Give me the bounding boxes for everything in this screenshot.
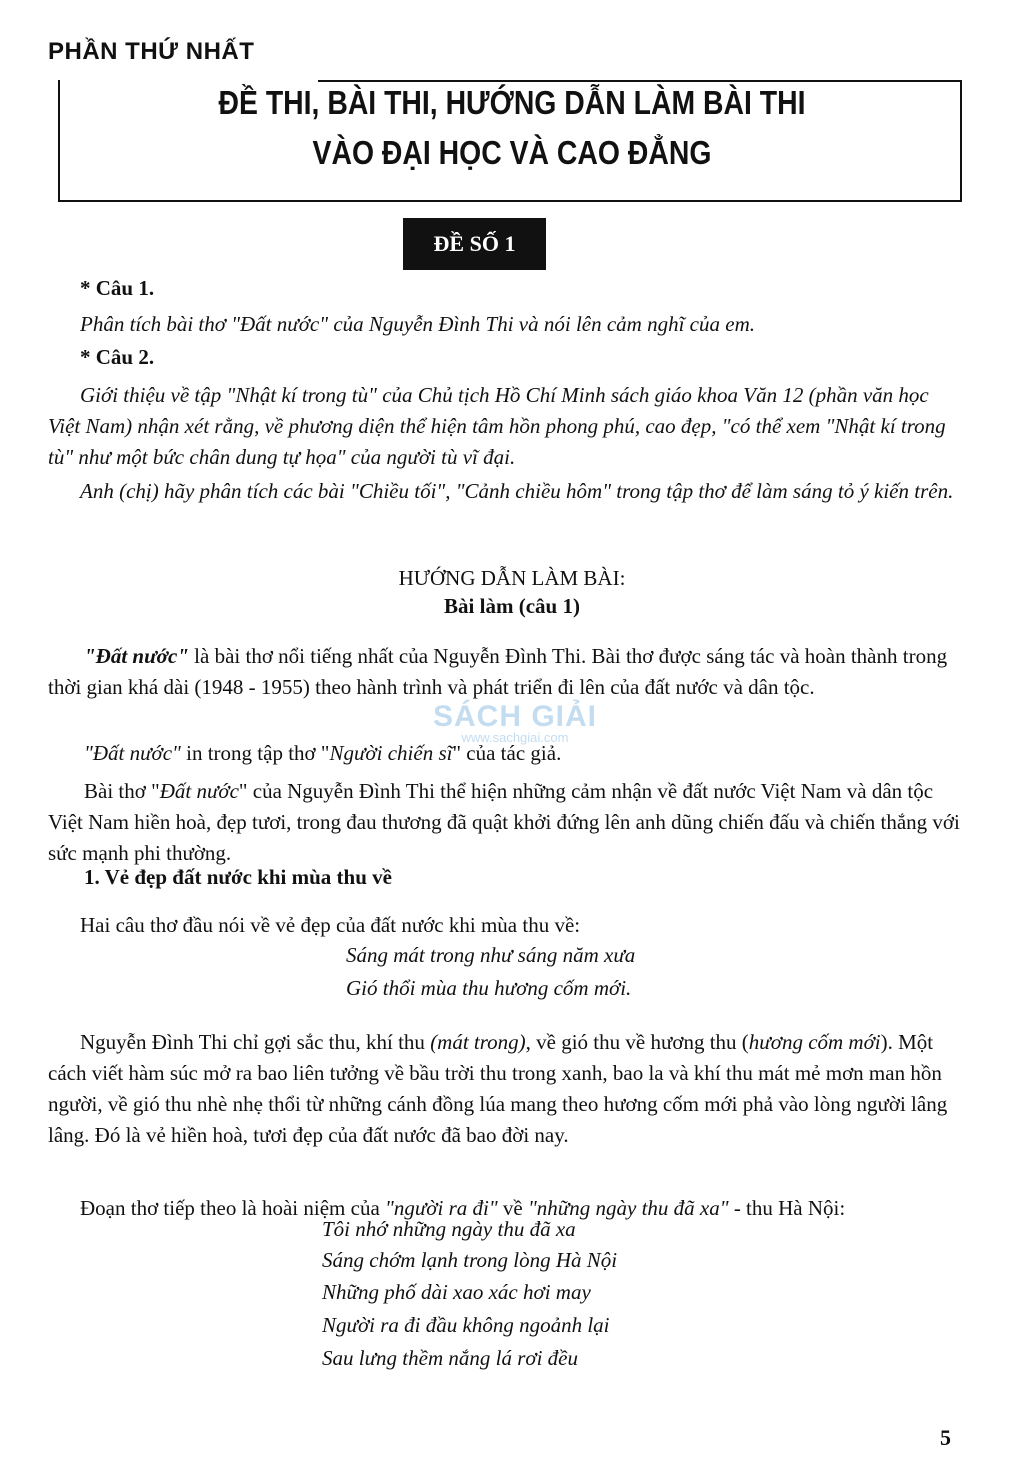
question-2-text-2: Anh (chị) hãy phân tích các bài "Chiều tối", "Cảnh chiều hôm" trong tập thơ để làm sáng tỏ ý kiến trên. [80, 479, 954, 503]
paragraph-1-text: là bài thơ nổi tiếng nhất của Nguyễn Đình Thi. Bài thơ được sáng tác và hoàn thành trong thời gian khá dài (1948 - 1955) theo hành trình và phát triển đi lên của đất nước và dân tộc. [48, 644, 948, 699]
question-2-text-1: Giới thiệu về tập "Nhật kí trong tù" của Chủ tịch Hồ Chí Minh sách giáo khoa Văn 12 (phần văn học Việt Nam) nhận xét rằng, về phương diện thể hiện tâm hồn phong phú, cao đẹp, "có thể xem "Nhật kí trong tù" như một bức chân dung tự họa" của người tù vĩ đại. [48, 383, 946, 469]
main-title-line-2: VÀO ĐẠI HỌC VÀ CAO ĐẲNG [312, 134, 712, 171]
poem-title-ref: Đất nước [159, 779, 239, 803]
watermark-url: www.sachgiai.com [461, 730, 569, 745]
paragraph-5 [48, 1027, 960, 1151]
poem-2-line-3: Những phố dài xao xác hơi may [322, 1280, 591, 1304]
section-1-title: 1. Vẻ đẹp đất nước khi mùa thu về [84, 865, 392, 889]
paragraph-1 [48, 641, 960, 703]
paragraph-3-text: " của Nguyễn Đình Thi thể hiện những cảm nhận về đất nước Việt Nam và dân tộc Việt Nam hiền hoà, đẹp tươi, trong đau thương đã quật khởi đứng lên anh dũng chiến đấu và chiến thắng với sức mạnh phi thường. [48, 779, 960, 865]
exam-number-badge: ĐỀ SỐ 1 [403, 218, 546, 270]
guide-heading: HƯỚNG DẪN LÀM BÀI: [398, 566, 626, 590]
paragraph-5-quote-b: hương cốm mới [748, 1030, 881, 1054]
paragraph-5-quote-a: (mát trong) [430, 1030, 526, 1054]
collection-title-ref: Người chiến sĩ [329, 741, 453, 765]
paragraph-6-text-c: - thu Hà Nội: [728, 1196, 846, 1220]
paragraph-5-text-b: , về gió thu về hương thu ( [525, 1030, 749, 1054]
question-1-label: * Câu 1. [80, 276, 155, 300]
paragraph-6-quote-a: "người ra đi" [385, 1196, 498, 1220]
poem-2-line-4: Người ra đi đầu không ngoảnh lại [322, 1313, 610, 1337]
paragraph-3 [48, 776, 960, 869]
paragraph-2 [84, 738, 960, 769]
question-1-text: Phân tích bài thơ "Đất nước" của Nguyễn Đình Thi và nói lên cảm nghĩ của em. [80, 312, 755, 336]
poem-title-ref: "Đất nước" [84, 741, 181, 765]
question-2-label: * Câu 2. [80, 345, 155, 369]
poem-1-line-1: Sáng mát trong như sáng năm xưa [346, 943, 636, 967]
paragraph-6-text-a: Đoạn thơ tiếp theo là hoài niệm của [80, 1196, 386, 1220]
poem-2-line-1: Tôi nhớ những ngày thu đã xa [322, 1217, 576, 1241]
paragraph-6-text-b: về [497, 1196, 528, 1220]
poem-2-line-2: Sáng chớm lạnh trong lòng Hà Nội [322, 1248, 618, 1272]
poem-title-ref: "Đất nước" [84, 644, 189, 668]
paragraph-5-text-c: ). Một cách viết hàm súc mở ra bao liên tưởng về bầu trời thu trong xanh, bao la và khí thu mát mẻ mơn man hồn người, về gió thu nhè nhẹ thổi từ những cánh đồng lúa mang theo hương cốm mới phả vào lòng người lâng lâng. Đó là vẻ hiền hoà, tươi đẹp của đất nước đã bao đời nay. [48, 1030, 948, 1147]
paragraph-2-text-end: " của tác giả. [452, 741, 562, 765]
poem-1-line-2: Gió thổi mùa thu hương cốm mới. [346, 976, 632, 1000]
paragraph-4: Hai câu thơ đầu nói về vẻ đẹp của đất nước khi mùa thu về: [80, 913, 581, 937]
part-label: PHẦN THỨ NHẤT [48, 38, 255, 65]
paragraph-6-quote-b: "những ngày thu đã xa" [527, 1196, 729, 1220]
guide-subheading: Bài làm (câu 1) [444, 594, 580, 618]
watermark-logo-text: SÁCH GIẢI [432, 700, 597, 733]
paragraph-2-text: in trong tập thơ " [180, 741, 330, 765]
paragraph-5-text-a: Nguyễn Đình Thi chỉ gợi sắc thu, khí thu [80, 1030, 431, 1054]
main-title-line-1: ĐỀ THI, BÀI THI, HƯỚNG DẪN LÀM BÀI THI [218, 84, 806, 121]
page-number: 5 [940, 1425, 951, 1450]
poem-2-line-5: Sau lưng thềm nắng lá rơi đều [322, 1346, 578, 1370]
paragraph-3-text-start: Bài thơ " [84, 779, 160, 803]
title-box-top-border [318, 80, 960, 82]
